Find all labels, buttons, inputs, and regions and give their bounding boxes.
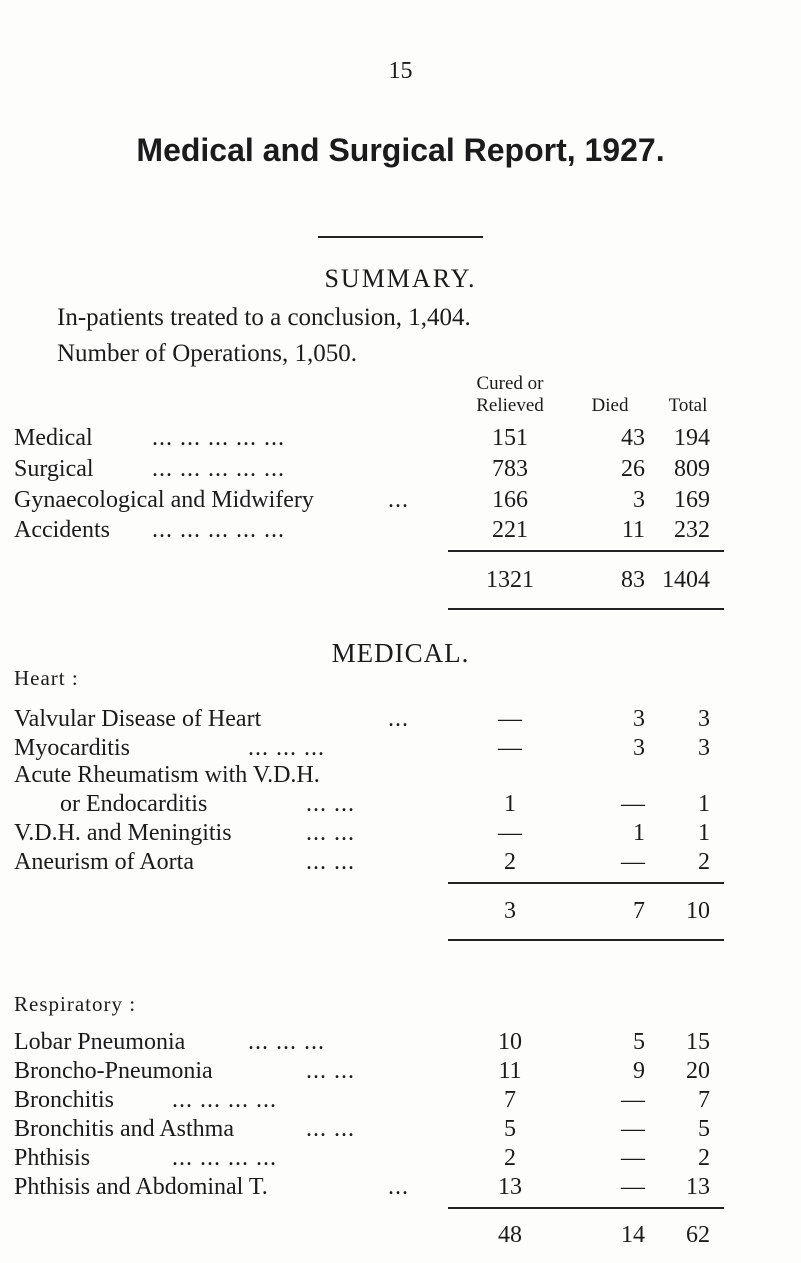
respiratory-total-total: 62 xyxy=(686,1222,710,1248)
cell-cured: 10 xyxy=(498,1029,522,1055)
cell-died: — xyxy=(621,791,645,817)
row-leader: ... ... ... ... ... xyxy=(152,456,285,482)
row-leader: ... ... xyxy=(306,1058,355,1084)
col-head-cured-line1: Cured or xyxy=(476,373,544,394)
cell-total: 15 xyxy=(686,1029,710,1055)
summary-total-rule xyxy=(448,608,724,610)
cell-total: 20 xyxy=(686,1058,710,1084)
summary-subtotal-rule xyxy=(448,550,724,552)
summary-total-total: 1404 xyxy=(662,567,710,593)
summary-total-cured: 1321 xyxy=(486,567,534,593)
row-label: Medical xyxy=(14,425,93,451)
row-leader: ... ... ... ... ... xyxy=(152,425,285,451)
col-head-died: Died xyxy=(591,395,629,416)
cell-total: 194 xyxy=(674,425,710,451)
respiratory-subtotal-rule xyxy=(448,1207,724,1209)
heart-total-died: 7 xyxy=(633,898,645,924)
medical-heading: MEDICAL. xyxy=(331,638,470,668)
cell-cured: 1 xyxy=(504,791,516,817)
cell-total: 7 xyxy=(698,1087,710,1113)
cell-total: 1 xyxy=(698,820,710,846)
cell-total: 809 xyxy=(674,456,710,482)
cell-total: 169 xyxy=(674,487,710,513)
report-title xyxy=(0,132,801,169)
row-label: Bronchitis and Asthma xyxy=(14,1116,234,1142)
cell-cured: 11 xyxy=(498,1058,522,1084)
cell-cured: 7 xyxy=(504,1087,516,1113)
heart-total-total: 10 xyxy=(686,898,710,924)
heart-subtotal-rule xyxy=(448,882,724,884)
row-leader: ... xyxy=(388,487,409,513)
row-leader: ... ... ... ... xyxy=(172,1087,277,1113)
cell-cured: 783 xyxy=(492,456,528,482)
row-label: Surgical xyxy=(14,456,94,482)
summary-heading: SUMMARY. xyxy=(324,264,477,293)
cell-died: 11 xyxy=(621,517,645,543)
cell-cured: — xyxy=(498,706,522,732)
respiratory-total-died: 14 xyxy=(621,1222,645,1248)
row-label: V.D.H. and Meningitis xyxy=(14,820,232,846)
row-label: Phthisis xyxy=(14,1145,91,1171)
cell-cured: 2 xyxy=(504,849,516,875)
summary-line-operations: Number of Operations, 1,050. xyxy=(57,340,357,367)
page-number: 15 xyxy=(388,58,413,84)
cell-died: — xyxy=(621,849,645,875)
report-title-text: Medical and Surgical Report, 1927. xyxy=(136,132,665,168)
row-leader: ... ... xyxy=(306,849,355,875)
row-label: Acute Rheumatism with V.D.H. xyxy=(14,762,320,788)
row-label: or Endocarditis xyxy=(60,791,208,817)
row-leader: ... ... ... ... xyxy=(172,1145,277,1171)
cell-cured: 2 xyxy=(504,1145,516,1171)
row-leader: ... xyxy=(388,706,409,732)
row-label: Aneurism of Aorta xyxy=(14,849,194,875)
respiratory-heading: Respiratory : xyxy=(14,992,137,1016)
cell-cured: 166 xyxy=(492,487,528,513)
row-label: Valvular Disease of Heart xyxy=(14,706,262,732)
row-label: Broncho-Pneumonia xyxy=(14,1058,213,1084)
cell-died: 26 xyxy=(621,456,645,482)
row-leader: ... ... ... xyxy=(248,735,325,761)
cell-died: 1 xyxy=(633,820,645,846)
cell-died: 9 xyxy=(633,1058,645,1084)
row-label: Myocarditis xyxy=(14,735,130,761)
cell-cured: 151 xyxy=(492,425,528,451)
cell-total: 232 xyxy=(674,517,710,543)
cell-died: — xyxy=(621,1174,645,1200)
row-leader: ... ... ... xyxy=(248,1029,325,1055)
row-leader: ... xyxy=(388,1174,409,1200)
row-label: Lobar Pneumonia xyxy=(14,1029,186,1055)
col-head-total: Total xyxy=(668,395,708,416)
cell-total: 3 xyxy=(698,706,710,732)
row-leader: ... ... ... ... ... xyxy=(152,517,285,543)
cell-died: — xyxy=(621,1087,645,1113)
heart-heading: Heart : xyxy=(14,666,79,690)
summary-line-inpatients: In-patients treated to a conclusion, 1,404. xyxy=(57,304,471,331)
heart-total-rule xyxy=(448,939,724,941)
respiratory-total-cured: 48 xyxy=(498,1222,522,1248)
row-leader: ... ... xyxy=(306,791,355,817)
col-head-cured-line2: Relieved xyxy=(476,395,544,416)
cell-cured: — xyxy=(498,820,522,846)
row-leader: ... ... xyxy=(306,1116,355,1142)
cell-died: 3 xyxy=(633,735,645,761)
row-label: Gynaecological and Midwifery xyxy=(14,487,314,513)
cell-cured: 13 xyxy=(498,1174,522,1200)
col-head-cured xyxy=(452,373,568,417)
cell-total: 2 xyxy=(698,1145,710,1171)
cell-cured: 5 xyxy=(504,1116,516,1142)
cell-died: — xyxy=(621,1145,645,1171)
row-label: Accidents xyxy=(14,517,110,543)
row-leader: ... ... xyxy=(306,820,355,846)
summary-total-died: 83 xyxy=(621,567,645,593)
cell-total: 1 xyxy=(698,791,710,817)
cell-died: 5 xyxy=(633,1029,645,1055)
cell-died: 3 xyxy=(633,706,645,732)
cell-cured: 221 xyxy=(492,517,528,543)
row-label: Bronchitis xyxy=(14,1087,114,1113)
cell-total: 13 xyxy=(686,1174,710,1200)
row-label: Phthisis and Abdominal T. xyxy=(14,1174,268,1200)
cell-total: 2 xyxy=(698,849,710,875)
cell-cured: — xyxy=(498,735,522,761)
cell-total: 3 xyxy=(698,735,710,761)
title-rule xyxy=(318,236,483,238)
cell-died: 43 xyxy=(621,425,645,451)
cell-died: 3 xyxy=(633,487,645,513)
cell-total: 5 xyxy=(698,1116,710,1142)
heart-total-cured: 3 xyxy=(504,898,516,924)
cell-died: — xyxy=(621,1116,645,1142)
